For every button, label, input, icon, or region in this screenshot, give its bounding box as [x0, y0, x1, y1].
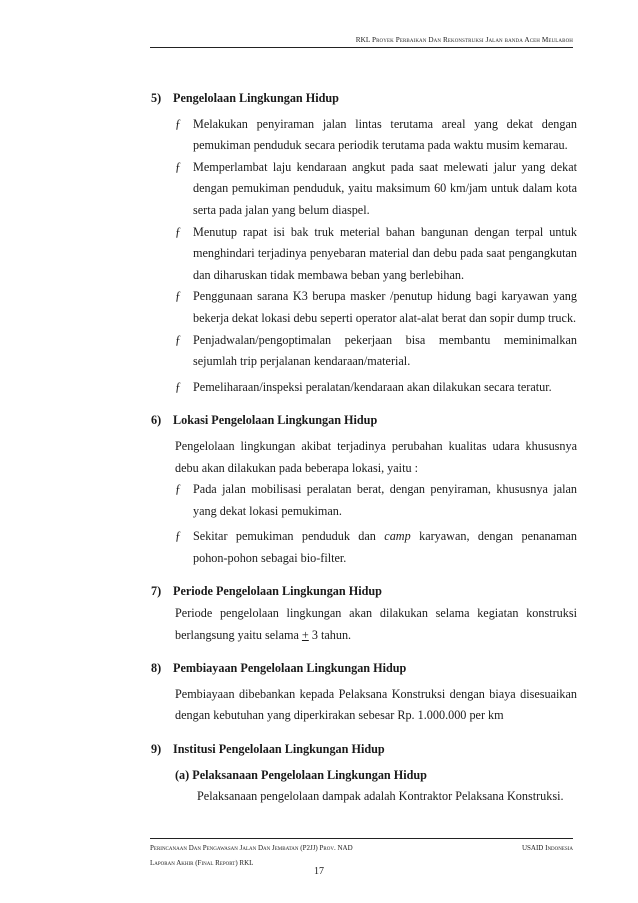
section-number: 9) — [151, 742, 162, 757]
document-body — [151, 88, 577, 820]
section-number: 5) — [151, 91, 162, 105]
bullet-mark: ƒ — [175, 224, 182, 239]
bullet-mark: ƒ — [175, 529, 182, 544]
section-9 — [151, 739, 577, 808]
plus-minus-sign: + — [301, 627, 309, 642]
section-heading — [151, 88, 577, 110]
bullet-item — [151, 377, 577, 399]
page-number: 17 — [314, 866, 324, 877]
paragraph-text-pre: Periode pengelolaan lingkungan akan dilakukan selama kegiatan konstruksi berlangsung yaitu selama — [175, 606, 577, 642]
section-number: 8) — [151, 661, 162, 676]
bullet-item — [151, 157, 577, 222]
subsection-a — [151, 765, 577, 808]
section-title: Institusi Pengelolaan Lingkungan Hidup — [173, 742, 385, 757]
section-8 — [151, 658, 577, 727]
bullet-item — [151, 114, 577, 157]
footer-left-text: Perincanaan Dan Pengawasan Jalan Dan Jembatan (P2JJ) Prov. NAD — [150, 844, 353, 852]
section-5 — [151, 88, 577, 398]
section-7 — [151, 581, 577, 646]
bullet-text: Penjadwalan/pengoptimalan pekerjaan bisa membantu meminimalkan sejumlah trip perjalanan kendaraan/material. — [193, 332, 577, 369]
bullet-item — [151, 479, 577, 522]
subsection-heading — [175, 765, 577, 787]
bullet-mark: ƒ — [175, 482, 182, 497]
bullet-text: Memperlambat laju kendaraan angkut pada saat melewati jalur yang dekat dengan pemukiman penduduk, yaitu maksimum 60 km/jam untuk dalam kota serta pada jalan yang belum diaspel. — [193, 159, 577, 217]
page-footer — [150, 838, 573, 867]
bullet-mark: ƒ — [175, 332, 182, 347]
subsection-paragraph: Pelaksanaan pengelolaan dampak adalah Kontraktor Pelaksana Konstruksi. — [197, 789, 564, 804]
subsection-label: (a) — [175, 767, 190, 782]
section-title: Pembiayaan Pengelolaan Lingkungan Hidup — [173, 661, 407, 676]
section-heading — [151, 410, 577, 432]
bullet-item — [151, 526, 577, 569]
bullet-item — [151, 286, 577, 329]
section-heading — [151, 739, 577, 761]
section-title: Periode Pengelolaan Lingkungan Hidup — [173, 584, 382, 599]
bullet-mark: ƒ — [175, 116, 182, 131]
bullet-item — [151, 222, 577, 287]
bullet-text: Melakukan penyiraman jalan lintas terutama areal yang dekat dengan pemukiman penduduk secara periodik terutama pada waktu musim kemarau. — [193, 116, 577, 153]
section-heading — [151, 581, 577, 603]
section-paragraph — [151, 603, 577, 646]
footer-report-title: Laporan Akhir (Final Report) RKL — [150, 859, 254, 867]
bullet-text: Menutup rapat isi bak truk meterial bahan bangunan dengan terpal untuk menghindari terjadinya penyebaran material dan debu pada saat pengangkutan dan diharuskan tidak membawa beban yang berlebihan. — [193, 224, 577, 282]
footer-right-text: USAID Indonesia — [521, 844, 573, 852]
section-6 — [151, 410, 577, 569]
bullet-text-pre: Sekitar pemukiman penduduk dan — [193, 529, 385, 544]
bullet-text-italic: camp — [384, 529, 411, 544]
bullet-text: Pada jalan mobilisasi peralatan berat, dengan penyiraman, khususnya jalan yang dekat lokasi pemukiman. — [193, 482, 577, 518]
bullet-text: Penggunaan sarana K3 berupa masker /penutup hidung bagi karyawan yang bekerja dekat lokasi debu seperti operator alat-alat berat dan sopir dump truck. — [193, 289, 577, 325]
bullet-text: Pemeliharaan/inspeksi peralatan/kendaraan akan dilakukan secara teratur. — [193, 379, 552, 394]
running-header: RKL Proyek Perbaikan Dan Rekonstruksi Jalan banda Aceh Meulaboh — [150, 36, 573, 48]
bullet-text-post: karyawan, dengan penanaman pohon-pohon sebagai bio-filter. — [193, 529, 577, 565]
section-paragraph: Pengelolaan lingkungan akibat terjadinya perubahan kualitas udara khususnya debu akan dilakukan pada beberapa lokasi, yaitu : — [175, 438, 577, 475]
section-paragraph: Pembiayaan dibebankan kepada Pelaksana Konstruksi dengan biaya disesuaikan dengan kebutuhan yang diperkirakan sebesar Rp. 1.000.000 per km — [175, 686, 577, 723]
subsection-title: Pelaksanaan Pengelolaan Lingkungan Hidup — [192, 767, 427, 782]
bullet-mark: ƒ — [175, 379, 182, 394]
section-title: Lokasi Pengelolaan Lingkungan Hidup — [173, 413, 378, 428]
bullet-mark: ƒ — [175, 289, 182, 304]
bullet-mark: ƒ — [175, 159, 182, 174]
bullet-item — [151, 330, 577, 373]
section-number: 7) — [151, 584, 162, 599]
paragraph-text-post: 3 tahun. — [308, 627, 352, 642]
section-title: Pengelolaan Lingkungan Hidup — [173, 91, 339, 105]
section-number: 6) — [151, 413, 162, 428]
section-heading — [151, 658, 577, 680]
